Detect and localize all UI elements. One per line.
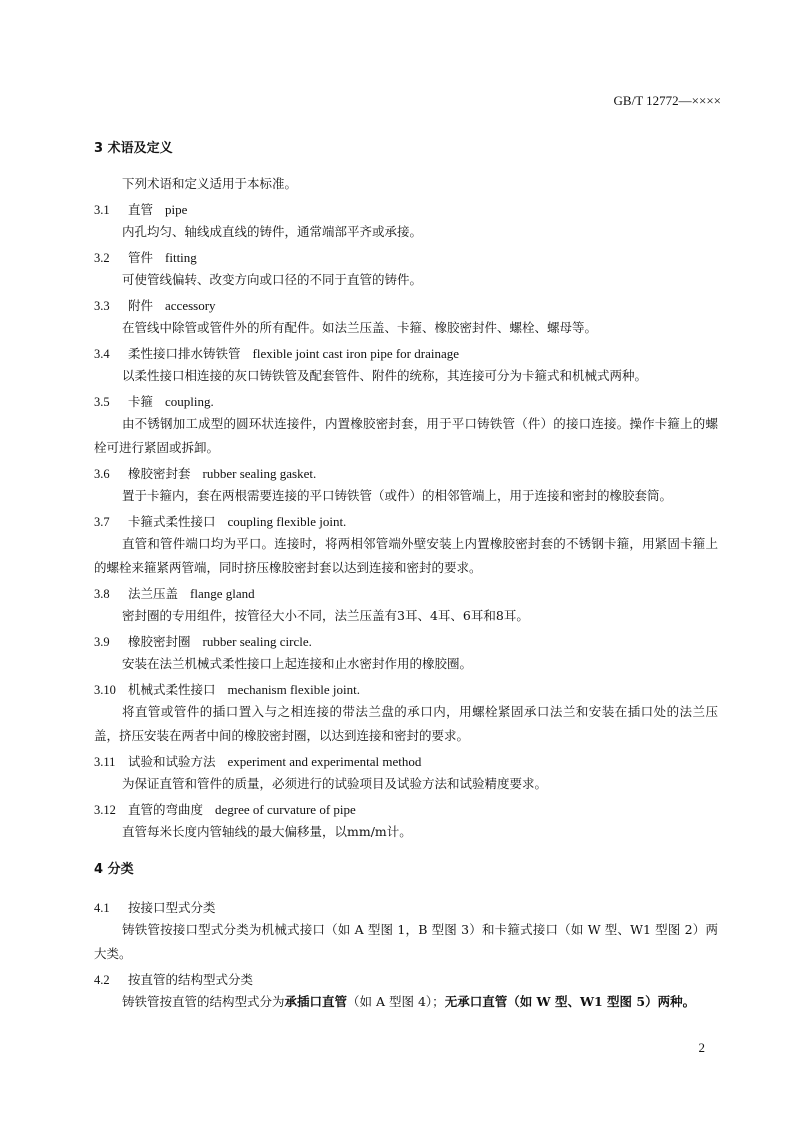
term-3-6-heading (94, 464, 316, 482)
term-chinese: 直管 (128, 202, 154, 217)
term-english: fitting (165, 250, 197, 265)
term-3-8-heading (94, 584, 255, 602)
clause-title: 按接口型式分类 (128, 900, 216, 915)
section-3-title: 3 术语及定义 (94, 141, 173, 156)
clause-4-1-heading (94, 898, 228, 916)
term-3-11-heading (94, 752, 421, 770)
term-number: 3.9 (94, 635, 110, 649)
term-number: 3.10 (94, 683, 116, 697)
term-chinese: 柔性接口排水铸铁管 (128, 346, 241, 361)
term-3-7-definition: 直管和管件端口均为平口。连接时，将两相邻管端外壁安装上内置橡胶密封套的不锈钢卡箍，用紧固卡箍上的螺栓来箍紧两管端，同时挤压橡胶密封套以达到连接和密封的要求。 (94, 536, 718, 575)
term-number: 3.8 (94, 587, 110, 601)
term-chinese: 附件 (128, 298, 154, 313)
term-3-5-definition: 由不锈钢加工成型的圆环状连接件，内置橡胶密封套，用于平口铸铁管（件）的接口连接。操作卡箍上的螺栓可进行紧固或拆卸。 (94, 416, 718, 455)
clause-4-1-text: 铸铁管按接口型式分类为机械式接口（如 A 型图 1，B 型图 3）和卡箍式接口（如 W 型、W1 型图 2）两大类。 (94, 922, 718, 961)
clause-number: 4.1 (94, 901, 110, 915)
page-number: 2 (698, 1040, 705, 1055)
term-3-12-definition: 直管每米长度内管轴线的最大偏移量，以mm/m计。 (122, 824, 412, 839)
clause-number: 4.2 (94, 973, 110, 987)
term-english: pipe (165, 202, 188, 217)
term-chinese: 直管的弯曲度 (128, 802, 204, 817)
term-number: 3.6 (94, 467, 110, 481)
term-number: 3.1 (94, 203, 110, 217)
term-english: rubber sealing circle. (202, 634, 312, 649)
clause-4-2-text-e: （如 W 型、W1 型图 5）两种。 (507, 994, 696, 1009)
term-number: 3.11 (94, 755, 116, 769)
term-3-5-heading (94, 392, 214, 410)
term-english: coupling flexible joint. (227, 514, 347, 529)
term-number: 3.2 (94, 251, 110, 265)
term-3-4-definition: 以柔性接口相连接的灰口铸铁管及配套管件、附件的统称，其连接可分为卡箍式和机械式两种。 (122, 368, 648, 383)
term-3-3-definition: 在管线中除管或管件外的所有配件。如法兰压盖、卡箍、橡胶密封件、螺栓、螺母等。 (122, 320, 598, 335)
section-4-title: 4 分类 (94, 862, 134, 877)
term-chinese: 管件 (128, 250, 154, 265)
clause-title: 按直管的结构型式分类 (128, 972, 254, 987)
term-number: 3.5 (94, 395, 110, 409)
term-english: experiment and experimental method (227, 754, 422, 769)
term-chinese: 机械式柔性接口 (128, 682, 216, 697)
clause-4-2-text-a: 铸铁管按直管的结构型式分为 (122, 994, 285, 1009)
term-3-10-heading (94, 680, 360, 698)
document-id-header: GB/T 12772—×××× (613, 93, 721, 108)
term-english: flange gland (190, 586, 255, 601)
term-3-1-definition: 内孔均匀、轴线成直线的铸件，通常端部平齐或承接。 (122, 224, 423, 239)
term-chinese: 卡箍式柔性接口 (128, 514, 216, 529)
term-3-3-heading (94, 296, 216, 314)
term-3-6-definition: 置于卡箍内，套在两根需要连接的平口铸铁管（或件）的相邻管端上，用于连接和密封的橡胶套筒。 (122, 488, 673, 503)
term-3-10-definition: 将直管或管件的插口置入与之相连接的带法兰盘的承口内，用螺栓紧固承口法兰和安装在插口处的法兰压盖，挤压安装在两者中间的橡胶密封圈，以达到连接和密封的要求。 (94, 704, 718, 743)
term-english: coupling. (165, 394, 214, 409)
term-3-9-definition: 安装在法兰机械式柔性接口上起连接和止水密封作用的橡胶圈。 (122, 656, 473, 671)
term-number: 3.12 (94, 803, 116, 817)
term-chinese: 橡胶密封圈 (128, 634, 191, 649)
term-english: flexible joint cast iron pipe for drainage (252, 346, 459, 361)
term-english: accessory (165, 298, 216, 313)
term-english: rubber sealing gasket. (202, 466, 317, 481)
term-3-8-definition: 密封圈的专用组件，按管径大小不同，法兰压盖有3耳、4耳、6耳和8耳。 (122, 608, 529, 623)
clause-4-2-text (94, 990, 718, 1014)
term-3-1-heading (94, 200, 187, 218)
term-chinese: 橡胶密封套 (128, 466, 191, 481)
section-3-intro: 下列术语和定义适用于本标准。 (122, 176, 298, 191)
term-chinese: 卡箍 (128, 394, 154, 409)
term-number: 3.3 (94, 299, 110, 313)
term-number: 3.4 (94, 347, 110, 361)
term-3-4-heading (94, 344, 459, 362)
term-chinese: 试验和试验方法 (128, 754, 216, 769)
term-3-2-heading (94, 248, 197, 266)
term-3-9-heading (94, 632, 312, 650)
term-3-2-definition: 可使管线偏转、改变方向或口径的不同于直管的铸件。 (122, 272, 423, 287)
clause-4-2-heading (94, 970, 265, 988)
term-chinese: 法兰压盖 (128, 586, 179, 601)
term-3-7-heading (94, 512, 346, 530)
term-english: mechanism flexible joint. (227, 682, 361, 697)
term-english: degree of curvature of pipe (215, 802, 356, 817)
term-number: 3.7 (94, 515, 110, 529)
clause-4-2-text-c: （如 A 型图 4）； (347, 994, 445, 1009)
no-socket-pipe-term: 无承口直管 (444, 994, 508, 1009)
term-3-11-definition: 为保证直管和管件的质量，必须进行的试验项目及试验方法和试验精度要求。 (122, 776, 548, 791)
term-3-12-heading (94, 800, 356, 818)
socket-pipe-term: 承插口直管 (284, 994, 348, 1009)
